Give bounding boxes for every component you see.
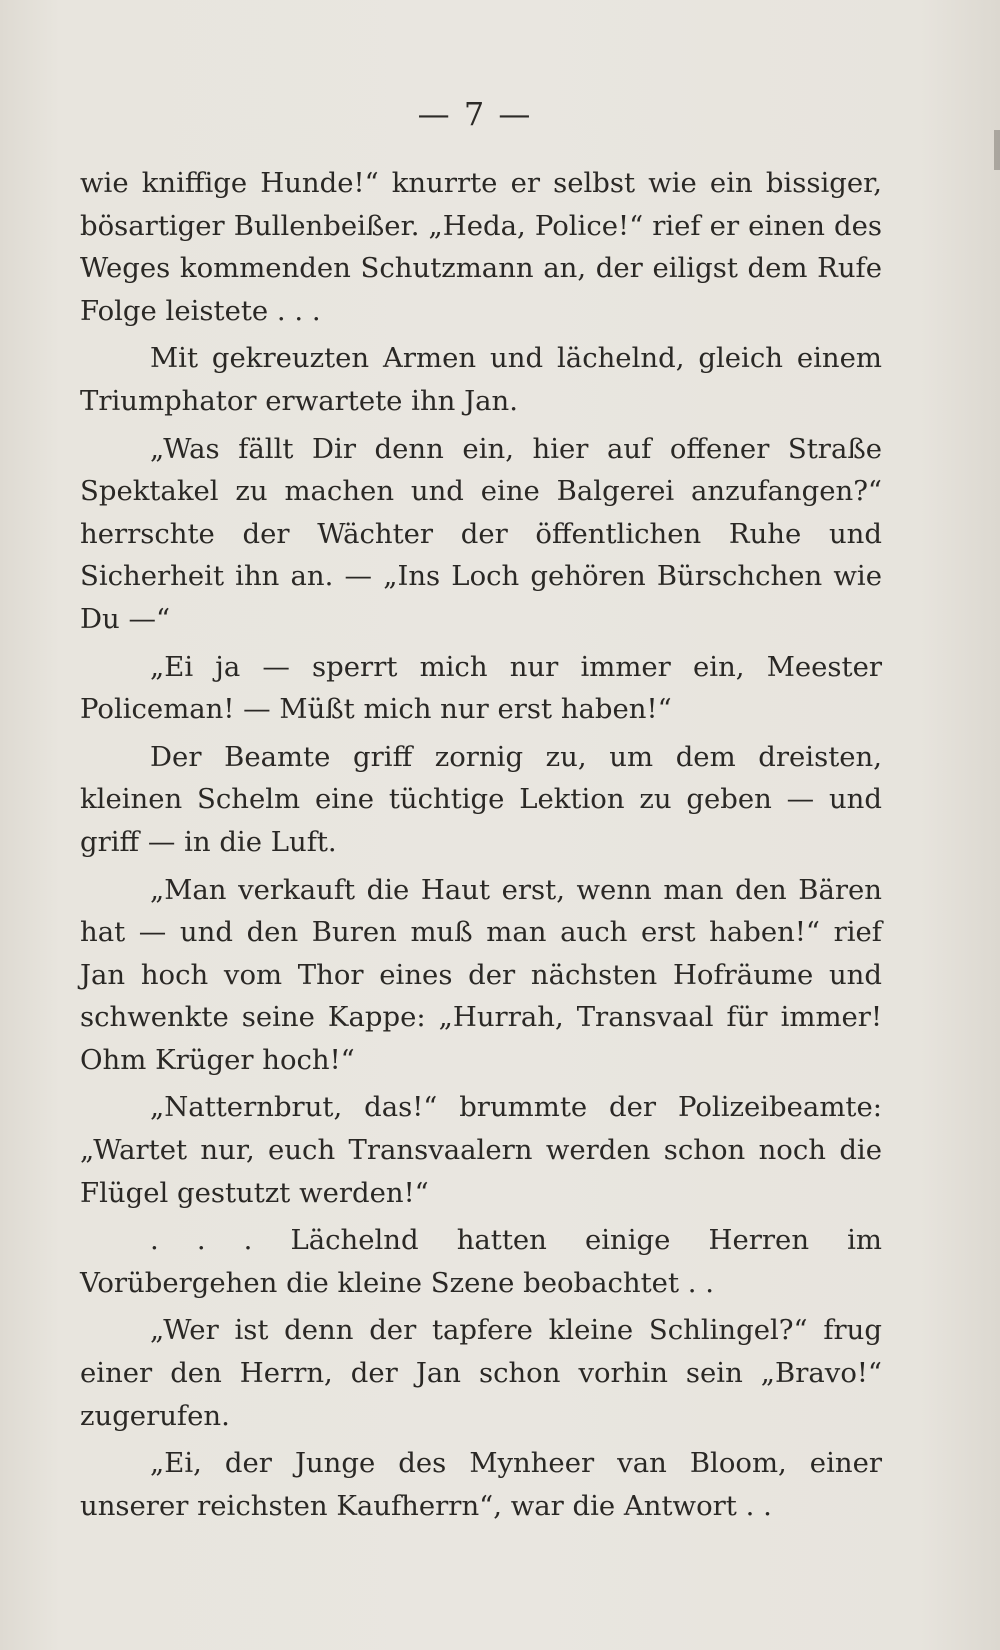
page-edge-mark <box>994 130 1000 170</box>
paragraph: wie kniffige Hunde!“ knurrte er selbst wie ein bissiger, bösartiger Bullenbeißer. „Heda, Police!“ rief er einen des Weges kommenden Schutzmann an, der eiligst dem Rufe Folge leistete . . . <box>80 167 882 327</box>
paragraph: Der Beamte griff zornig zu, um dem dreisten, kleinen Schelm eine tüchtige Lektion zu geben — und griff — in die Luft. <box>80 740 882 858</box>
paragraph: „Man verkauft die Haut erst, wenn man den Bären hat — und den Buren muß man auch erst haben!“ rief Jan hoch vom Thor eines der nächsten Hofräume und schwenkte seine Kappe: „Hurrah, Transvaal für immer! Ohm Krüger hoch!“ <box>80 873 882 1076</box>
paragraph: Mit gekreuzten Armen und lächelnd, gleich einem Triumphator erwartete ihn Jan. <box>80 342 882 417</box>
paragraph: „Ei ja — sperrt mich nur immer ein, Meester Policeman! — Müßt mich nur erst haben!“ <box>80 650 882 726</box>
page-number: — 7 — <box>417 95 533 133</box>
paragraph: „Was fällt Dir denn ein, hier auf offener Straße Spektakel zu machen und eine Balgerei anzufangen?“ herrschte der Wächter der öffentlichen Ruhe und Sicherheit ihn an. — „Ins Loch gehören Bürschchen wie Du —“ <box>80 432 882 635</box>
body-text <box>80 162 882 1527</box>
paragraph: . . . Lächelnd hatten einige Herren im Vorübergehen die kleine Szene beobachtet . . <box>80 1224 882 1299</box>
paragraph: „Natternbrut, das!“ brummte der Polizeibeamte: „Wartet nur, euch Transvaalern werden schon noch die Flügel gestutzt werden!“ <box>80 1091 882 1209</box>
paragraph: „Ei, der Junge des Mynheer van Bloom, einer unserer reichsten Kaufherrn“, war die Antwort . . <box>80 1447 882 1522</box>
paragraph: „Wer ist denn der tapfere kleine Schlingel?“ frug einer den Herrn, der Jan schon vorhin sein „Bravo!“ zugerufen. <box>80 1314 882 1432</box>
